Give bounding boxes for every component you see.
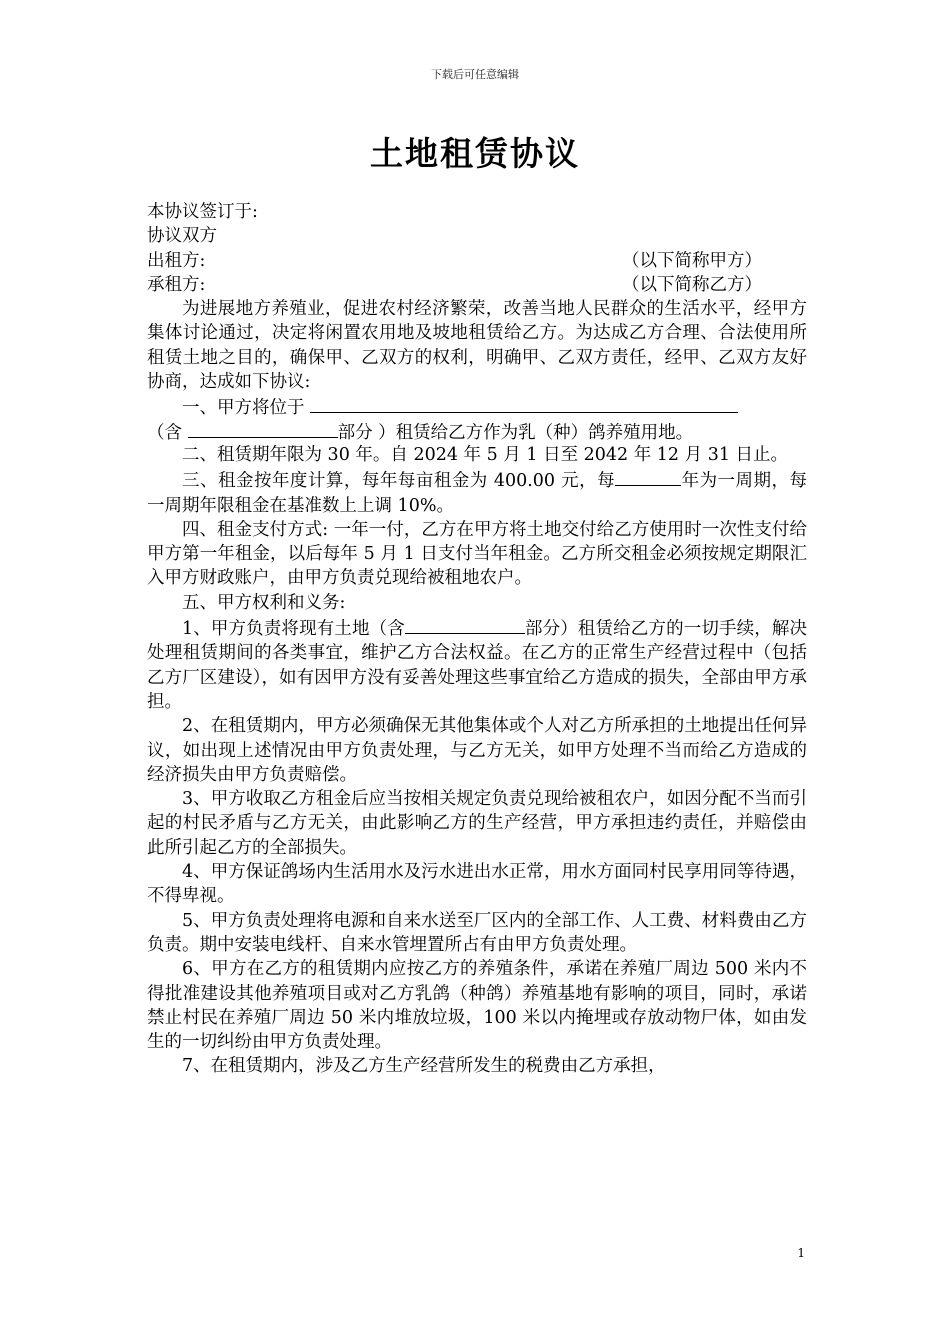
- clause-3-paragraph: [147, 467, 807, 518]
- clause-5-3-paragraph: 3、甲方收取乙方租金后应当按相关规定负责兑现给被租农户，如因分配不当而引起的村民矛盾与乙方无关，由此影响乙方的生产经营，甲方承担违约责任，并赔偿由此所引起乙方的全部损失。: [147, 789, 807, 858]
- clause-1-line-2: [147, 419, 807, 443]
- clause-5-1-text-a: 1、甲方负责将现有土地（含: [182, 619, 405, 640]
- lessor-line: [147, 249, 807, 273]
- lessee-label: 承租方:: [147, 274, 206, 295]
- lessor-label: 出租方:: [147, 250, 206, 271]
- intro-paragraph: 为进展地方养殖业，促进农村经济繁荣，改善当地人民群众的生活水平，经甲方集体讨论通过，决定将闲置农用地及坡地租赁给乙方。为达成乙方合理、合法使用所租赁土地之目的，确保甲、乙双方的权利，明确甲、乙双方责任，经甲、乙双方友好协商，达成如下协议:: [147, 299, 807, 393]
- document-title: 土地租赁协议: [370, 134, 580, 173]
- clause-4-paragraph: 四、租金支付方式: 一年一付，乙方在甲方将土地交付给乙方使用时一次性支付给甲方第一年租金，以后每年 5 月 1 日支付当年租金。乙方所交租金必须按规定期限汇入甲方财政账户，由甲方负责兑现给被租地农户。: [147, 519, 807, 589]
- clause-1-text-b: （含: [147, 422, 182, 443]
- page-number: 1: [797, 1246, 805, 1260]
- clause-1-text-c: 部分 ）租赁给乙方作为乳（种）鸽养殖用地。: [337, 422, 694, 443]
- clause-5-6-paragraph: 6、甲方在乙方的租赁期内应按乙方的养殖条件，承诺在养殖厂周边 500 米内不得批准建设其他养殖项目或对乙方乳鸽（种鸽）养殖基地有影响的项目，同时，承诺禁止村民在养殖厂周边 50 米内堆放垃圾，100 米以内掩埋或存放动物尸体，如由发生的一切纠纷由甲方负责处理。: [147, 959, 807, 1053]
- lessor-note: （以下简称甲方）: [622, 250, 762, 271]
- parties-line: [147, 224, 807, 248]
- cycle-blank: [615, 467, 681, 486]
- area-blank: [188, 419, 338, 438]
- lessee-note: （以下简称乙方）: [622, 274, 762, 295]
- parties-label: 协议双方: [147, 226, 217, 247]
- location-blank: [310, 394, 738, 413]
- clause-3-text-b: 年为一周期，每一周期年限租金在基准数上上调 10%。: [147, 471, 808, 516]
- clause-5-1-paragraph: [147, 615, 807, 714]
- clause-2-paragraph: 二、租赁期年限为 30 年。自 2024 年 5 月 1 日至 2042 年 12 月 31 日止。: [182, 444, 789, 465]
- clause-5-7-paragraph: 7、在租赁期内，涉及乙方生产经营所发生的税费由乙方承担，: [182, 1056, 666, 1077]
- clause-5-1-blank: [405, 615, 525, 634]
- clause-5-5-paragraph: 5、甲方负责处理将电源和自来水送至厂区内的全部工作、人工费、材料费由乙方负责。期中安装电线杆、自来水管埋置所占有由甲方负责处理。: [147, 910, 807, 955]
- clause-1-line-1: [147, 394, 807, 418]
- clause-3-text-a: 三、租金按年度计算，每年每亩租金为 400.00 元，每: [182, 471, 616, 492]
- clause-5-4-paragraph: 4、甲方保证鸽场内生活用水及污水进出水正常，用水方面同村民享用同等待遇，不得卑视。: [147, 862, 807, 907]
- clause-5-heading: 五、甲方权利和义务:: [182, 592, 346, 613]
- clause-5-2-paragraph: 2、在租赁期内，甲方必须确保无其他集体或个人对乙方所承担的土地提出任何异议，如出现上述情况由甲方负责处理，与乙方无关，如甲方处理不当而给乙方造成的经济损失由甲方负责赔偿。: [147, 716, 807, 785]
- signed-at-line: [147, 200, 807, 224]
- lessee-line: [147, 273, 807, 297]
- clause-5-1-text-b: 部分）租赁给乙方的一切手续，解决处理租赁期间的各类事宜，维护乙方合法权益。在乙方的正常生产经营过程中（包括乙方厂区建设），如有因甲方没有妥善处理这些事宜给乙方造成的损失，全部由甲方承担。: [147, 619, 808, 712]
- document-body: [147, 200, 807, 1079]
- header-note: 下载后可任意编辑: [431, 68, 519, 81]
- clause-1-text-a: 一、甲方将位于: [182, 398, 305, 419]
- signed-at-label: 本协议签订于:: [147, 202, 258, 222]
